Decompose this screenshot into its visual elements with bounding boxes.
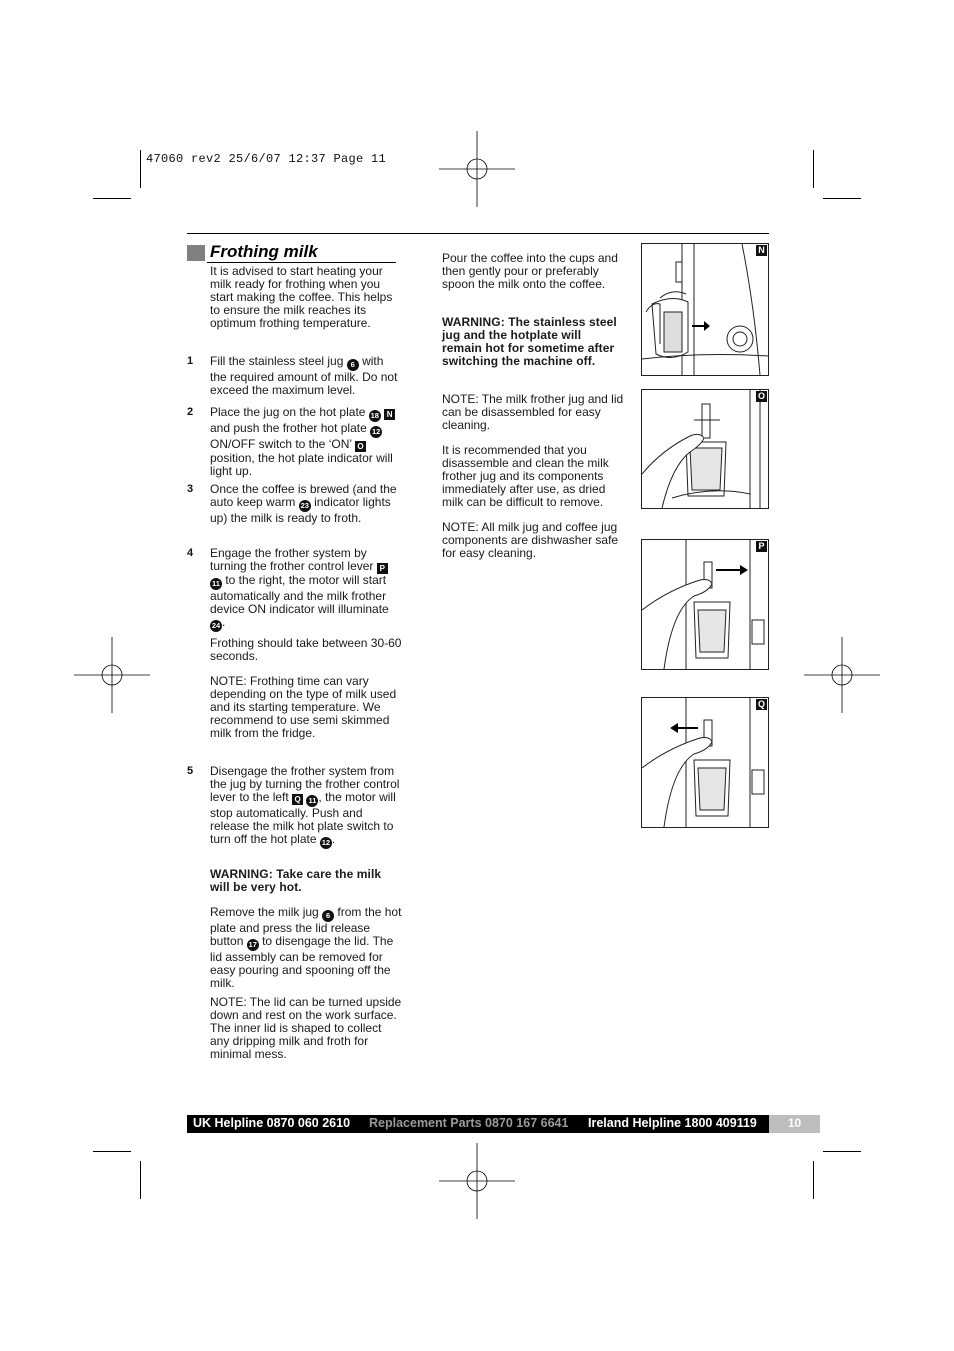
figure-p [641,539,769,670]
crop-mark [813,1161,814,1199]
part-ref-icon: 17 [248,939,257,949]
figure-ref-icon: Q [292,794,303,805]
crop-mark [93,1151,131,1152]
figure-n [641,243,769,376]
registration-mark-icon [439,131,515,207]
figure-ref-icon: N [384,409,395,420]
step-4-text: Engage the frother system by turning the frother control lever P 11 to the right, the motor will start automatically and the milk frother device ON indicator will illuminate 24 . [210,546,389,630]
part-ref-icon: 24 [211,620,221,630]
crop-mark [823,198,861,199]
figure-o [641,389,769,509]
crop-mark [140,1161,141,1199]
crop-mark [93,198,131,199]
replacement-parts: Replacement Parts 0870 167 6641 [369,1116,569,1130]
footer-bar [187,1115,820,1133]
note-dishwasher-paragraph: NOTE: All milk jug and coffee jug components are dishwasher safe for easy cleaning. [442,520,619,560]
figure-ref-icon: O [355,441,366,452]
part-ref-icon: 11 [306,795,318,807]
warning-steel-jug: WARNING: The stainless steel jug and the hotplate will remain hot for sometime after switching the machine off. [442,315,617,368]
step-number: 1 [187,355,194,367]
coffee-machine-illustration-icon [642,244,768,375]
print-slug: 47060 rev2 25/6/07 12:37 Page 11 [146,152,387,166]
crop-mark [823,1151,861,1152]
step-number: 3 [187,483,194,495]
figure-label: N [756,245,767,256]
step-5-text: Disengage the frother system from the jug by turning the frother control lever to the left Q 11 , the motor will stop automatically. Push and release the milk hot plate switch to turn off the hot plate 12 . [210,764,400,847]
ireland-helpline: Ireland Helpline 1800 409119 [588,1116,757,1130]
froth-time-paragraph: Frothing should take between 30-60 seconds. [210,636,402,663]
warning-hot-milk: WARNING: Take care the milk will be very hot. [210,867,382,894]
section-title: Frothing milk [210,242,318,261]
uk-helpline: UK Helpline 0870 060 2610 [193,1116,351,1130]
step-number: 2 [187,406,194,418]
frother-right-illustration-icon [642,540,768,669]
note-lid-paragraph: NOTE: The lid can be turned upside down and rest on the work surface. The inner lid is shaped to collect any dripping milk and froth for minimal mess. [210,995,402,1061]
title-rule [207,262,396,263]
registration-mark-icon [74,637,150,713]
remove-jug-paragraph: Remove the milk jug 6 from the hot plate and press the lid release button 17 to disengage the lid. The lid assembly can be removed for easy pouring and spooning off the milk. [210,905,402,990]
page-number-box [769,1115,820,1133]
step-3-text: Once the coffee is brewed (and the auto keep warm 23 indicator lights up) the milk is ready to froth. [210,482,397,525]
pour-paragraph: Pour the coffee into the cups and then gently pour or preferably spoon the milk onto the coffee. [442,251,618,291]
figure-ref-icon: P [377,563,388,574]
recommend-paragraph: It is recommended that you disassemble and clean the milk frother jug and its components immediately after use, as dried milk can be difficult to remove. [442,443,609,509]
part-ref-icon: 23 [300,500,309,510]
figure-label: O [757,391,765,401]
header-rule [187,233,769,234]
section-square-icon [187,245,205,261]
registration-mark-icon [804,637,880,713]
intro-paragraph: It is advised to start heating your milk ready for frothing when you start making the coffee. This helps to ensure the milk reaches its optimum frothing temperature. [210,264,393,330]
crop-mark [140,150,141,188]
part-ref-icon: 6 [322,910,334,922]
step-2-text: Place the jug on the hot plate 18 N and push the frother hot plate 12 ON/OFF switch to the ‘ON’ O position, the hot plate indicator will light up. [210,406,402,478]
step-number: 4 [187,547,194,559]
jug-lever-illustration-icon [642,390,768,508]
crop-mark [813,150,814,188]
part-ref-icon: 18 [370,411,379,420]
figure-q [641,697,769,828]
part-ref-icon: 11 [210,578,222,590]
frother-left-illustration-icon [642,698,768,827]
page-number: 10 [787,1116,802,1130]
part-ref-icon: 6 [347,359,359,371]
part-ref-icon: 12 [371,427,381,436]
figure-label: Q [757,699,765,709]
note-disassemble-paragraph: NOTE: The milk frother jug and lid can be disassembled for easy cleaning. [442,392,624,432]
registration-mark-icon [439,1143,515,1219]
step-number: 5 [187,765,194,777]
figure-label: P [756,541,767,552]
note-time-paragraph: NOTE: Frothing time can vary depending on the type of milk used and its starting temperature. We recommend to use semi skimmed milk from the fridge. [210,674,397,740]
part-ref-icon: 12 [321,837,331,847]
step-1-text: Fill the stainless steel jug 6 with the required amount of milk. Do not exceed the maximum level. [210,354,398,397]
